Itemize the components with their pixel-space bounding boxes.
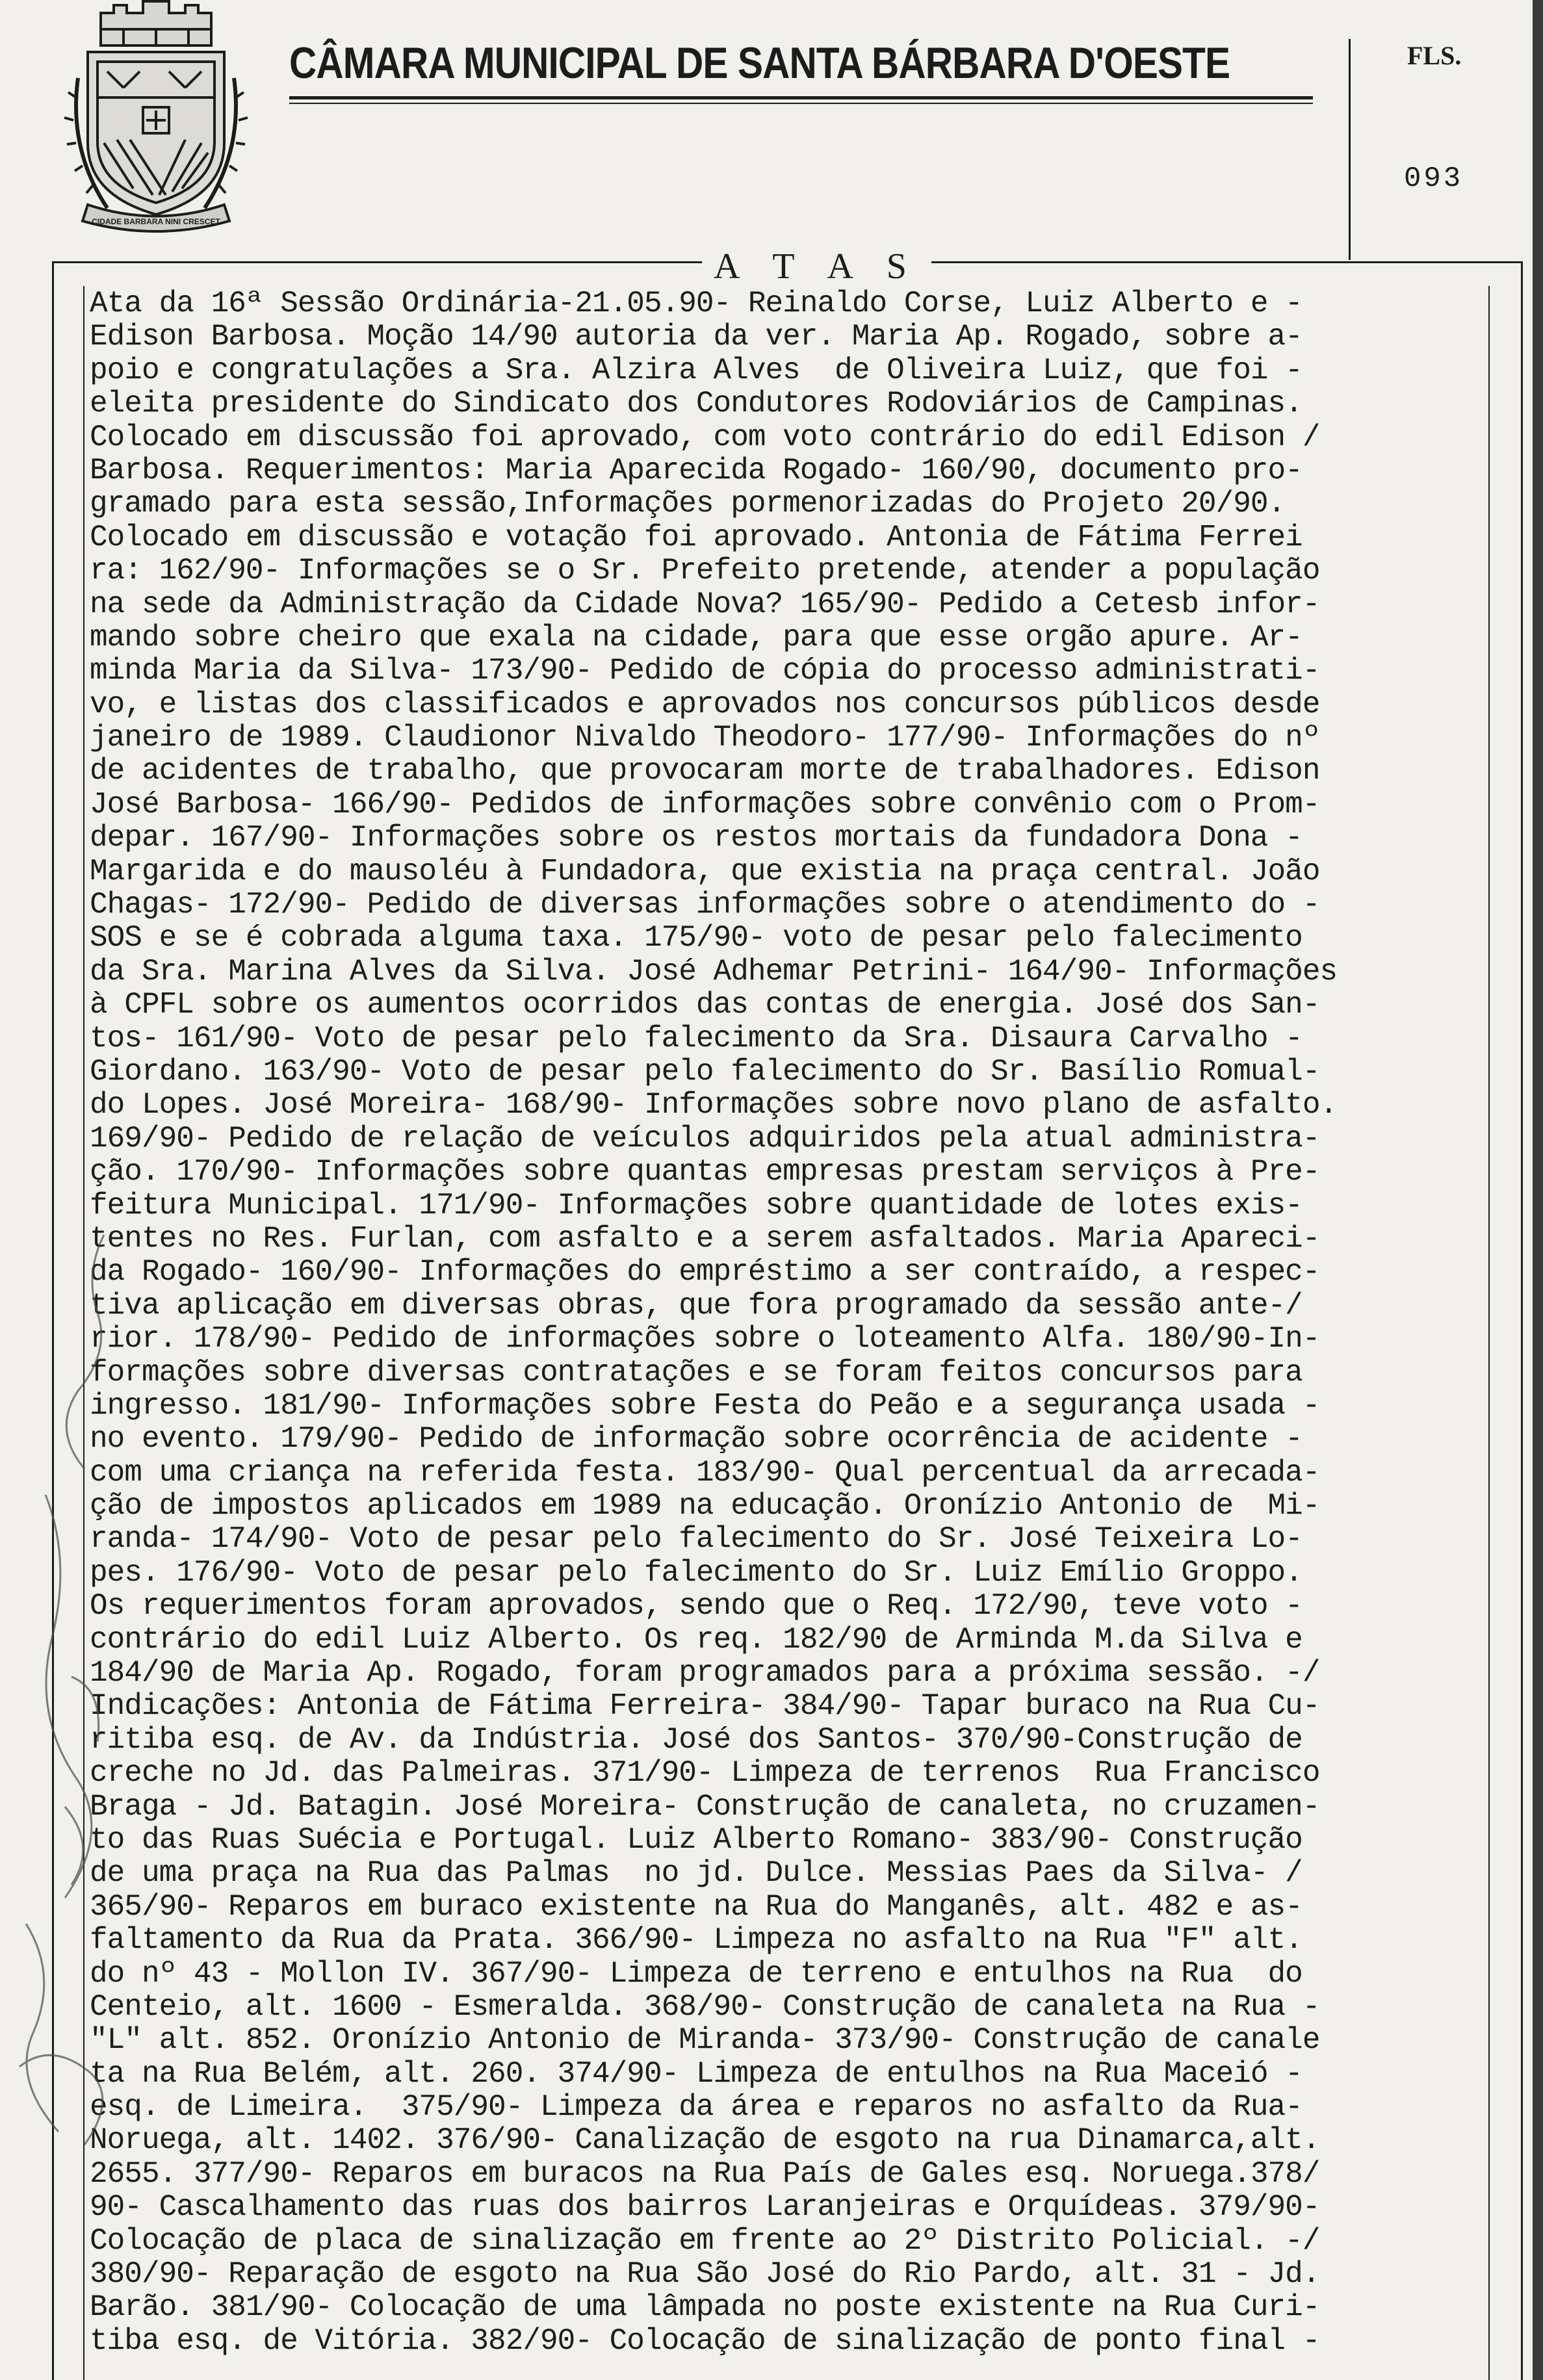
text-line: tiba esq. de Vitória. 382/90- Colocação de sinalização de ponto final -: [90, 2323, 1320, 2358]
text-line: ção. 170/90- Informações sobre quantas empresas prestam serviços à Pre-: [90, 1155, 1320, 1189]
text-line: 380/90- Reparação de esgoto na Rua São José do Rio Pardo, alt. 31 - Jd.: [90, 2257, 1320, 2292]
text-line: Colocado em discussão foi aprovado, com voto contrário do edil Edison /: [90, 420, 1320, 454]
text-line: janeiro de 1989. Claudionor Nivaldo Theodoro- 177/90- Informações do nº: [90, 721, 1320, 755]
text-line: Colocação de placa de sinalização em frente ao 2º Distrito Policial. -/: [90, 2223, 1320, 2258]
text-line: tos- 161/90- Voto de pesar pelo falecimento da Sra. Disaura Carvalho -: [90, 1021, 1303, 1055]
frame-right: [1521, 261, 1523, 2380]
handwritten-signature: [6, 1222, 130, 2164]
text-line: depar. 167/90- Informações sobre os restos mortais da fundadora Dona -: [90, 821, 1303, 855]
text-line: Chagas- 172/90- Pedido de diversas informações sobre o atendimento do -: [90, 888, 1320, 922]
text-line: ra: 162/90- Informações se o Sr. Prefeito pretende, atender a população: [90, 554, 1320, 588]
text-line: no evento. 179/90- Pedido de informação sobre ocorrência de acidente -: [90, 1422, 1303, 1456]
text-line: ta na Rua Belém, alt. 260. 374/90- Limpeza de entulhos na Rua Maceió -: [90, 2056, 1303, 2091]
text-line: vo, e listas dos classificados e aprovados nos concursos públicos desde: [90, 687, 1320, 721]
text-line: 90- Cascalhamento das ruas dos bairros Laranjeiras e Orquídeas. 379/90-: [90, 2190, 1320, 2225]
text-line: do Lopes. José Moreira- 168/90- Informações sobre novo plano de asfalto.: [90, 1088, 1338, 1122]
section-heading: A T A S: [702, 246, 931, 287]
text-line: contrário do edil Luiz Alberto. Os req. 182/90 de Arminda M.da Silva e: [90, 1622, 1303, 1657]
text-line: na sede da Administração da Cidade Nova? 165/90- Pedido a Cetesb infor-: [90, 587, 1320, 621]
text-line: feitura Municipal. 171/90- Informações sobre quantidade de lotes exis-: [90, 1188, 1303, 1222]
text-line: 365/90- Reparos em buraco existente na Rua do Manganês, alt. 482 e as-: [90, 1889, 1303, 1924]
text-line: tiva aplicação em diversas obras, que fora programado da sessão ante-/: [90, 1288, 1303, 1323]
text-line: ritiba esq. de Av. da Indústria. José dos Santos- 370/90-Construção de: [90, 1722, 1303, 1757]
text-line: Colocado em discussão e votação foi aprovado. Antonia de Fátima Ferrei: [90, 520, 1303, 554]
text-line: 2655. 377/90- Reparos em buracos na Rua País de Gales esq. Noruega.378/: [90, 2156, 1320, 2191]
text-line: Edison Barbosa. Moção 14/90 autoria da ver. Maria Ap. Rogado, sobre a-: [90, 320, 1303, 354]
text-line: da Sra. Marina Alves da Silva. José Adhemar Petrini- 164/90- Informações: [90, 954, 1338, 989]
text-line: faltamento da Rua da Prata. 366/90- Limpeza no asfalto na Rua "F" alt.: [90, 1923, 1303, 1958]
text-line: José Barbosa- 166/90- Pedidos de informações sobre convênio com o Prom-: [90, 787, 1320, 821]
text-line: Centeio, alt. 1600 - Esmeralda. 368/90- Construção de canaleta na Rua -: [90, 1989, 1320, 2024]
minutes-text: [90, 287, 1487, 2358]
text-line: ingresso. 181/90- Informações sobre Festa do Peão e a segurança usada -: [90, 1388, 1320, 1423]
text-line: com uma criança na referida festa. 183/90- Qual percentual da arrecada-: [90, 1455, 1320, 1490]
coat-of-arms-seal: [62, 0, 250, 234]
text-line: Os requerimentos foram aprovados, sendo que o Req. 172/90, teve voto -: [90, 1589, 1303, 1623]
header-divider: [1349, 39, 1351, 260]
text-line: tentes no Res. Furlan, com asfalto e a serem asfaltados. Maria Apareci-: [90, 1221, 1320, 1256]
text-line: rior. 178/90- Pedido de informações sobre o loteamento Alfa. 180/90-In-: [90, 1322, 1320, 1356]
text-line: poio e congratulações a Sra. Alzira Alves de Oliveira Luiz, que foi -: [90, 353, 1303, 387]
text-line: do nº 43 - Mollon IV. 367/90- Limpeza de terreno e entulhos na Rua do: [90, 1956, 1303, 1991]
text-line: 169/90- Pedido de relação de veículos adquiridos pela atual administra-: [90, 1121, 1320, 1156]
text-line: "L" alt. 852. Oronízio Antonio de Miranda- 373/90- Construção de canale: [90, 2023, 1320, 2058]
text-line: Barão. 381/90- Colocação de uma lâmpada no poste existente na Rua Curi-: [90, 2290, 1320, 2325]
institution-title: CÂMARA MUNICIPAL DE SANTA BÁRBARA D'OESTE: [289, 38, 1230, 88]
text-line: esq. de Limeira. 375/90- Limpeza da área e reparos no asfalto da Rua-: [90, 2090, 1303, 2125]
text-line: Margarida e do mausoléu à Fundadora, que existia na praça central. João: [90, 854, 1320, 888]
text-line: formações sobre diversas contratações e se foram feitos concursos para: [90, 1355, 1303, 1390]
text-line: 184/90 de Maria Ap. Rogado, foram programados para a próxima sessão. -/: [90, 1656, 1320, 1690]
seal-motto: CIDADE BARBARA NINI CRESCET: [92, 217, 220, 226]
text-line: to das Ruas Suécia e Portugal. Luiz Alberto Romano- 383/90- Construção: [90, 1822, 1303, 1857]
text-line: de acidentes de trabalho, que provocaram morte de trabalhadores. Edison: [90, 754, 1320, 788]
text-line: pes. 176/90- Voto de pesar pelo falecimento do Sr. Luiz Emílio Groppo.: [90, 1555, 1303, 1590]
text-line: Barbosa. Requerimentos: Maria Aparecida Rogado- 160/90, documento pro-: [90, 453, 1303, 487]
text-line: de uma praça na Rua das Palmas no jd. Dulce. Messias Paes da Silva- /: [90, 1856, 1303, 1891]
title-underline: [289, 96, 1313, 99]
text-line: mando sobre cheiro que exala na cidade, para que esse orgão apure. Ar-: [90, 620, 1303, 654]
text-line: randa- 174/90- Voto de pesar pelo falecimento do Sr. José Teixeira Lo-: [90, 1522, 1303, 1557]
text-line: Giordano. 163/90- Voto de pesar pelo falecimento do Sr. Basílio Romual-: [90, 1054, 1320, 1089]
text-line: ção de impostos aplicados em 1989 na educação. Oronízio Antonio de Mi-: [90, 1489, 1320, 1523]
text-line: da Rogado- 160/90- Informações do empréstimo a ser contraído, a respec-: [90, 1255, 1320, 1289]
text-line: gramado para esta sessão,Informações pormenorizadas do Projeto 20/90.: [90, 487, 1286, 521]
text-line: Noruega, alt. 1402. 376/90- Canalização de esgoto na rua Dinamarca,alt.: [90, 2123, 1320, 2158]
text-line: Indicações: Antonia de Fátima Ferreira- 384/90- Tapar buraco na Rua Cu-: [90, 1689, 1320, 1724]
fls-label: FLS.: [1407, 41, 1462, 70]
title-underline-thin: [289, 103, 1313, 104]
text-line: minda Maria da Silva- 173/90- Pedido de cópia do processo administrati-: [90, 654, 1320, 688]
text-line: Braga - Jd. Batagin. José Moreira- Construção de canaleta, no cruzamen-: [90, 1789, 1320, 1824]
text-line: creche no Jd. das Palmeiras. 371/90- Limpeza de terrenos Rua Francisco: [90, 1756, 1320, 1791]
text-line: SOS e se é cobrada alguma taxa. 175/90- voto de pesar pelo falecimento: [90, 921, 1303, 955]
text-margin-right: [1488, 286, 1490, 2380]
text-line: eleita presidente do Sindicato dos Condutores Rodoviários de Campinas.: [90, 387, 1303, 421]
page-edge: [1533, 0, 1543, 2380]
folio-number: 093: [1404, 162, 1464, 195]
text-line: à CPFL sobre os aumentos ocorridos das contas de energia. José dos San-: [90, 988, 1320, 1022]
text-line: Ata da 16ª Sessão Ordinária-21.05.90- Reinaldo Corse, Luiz Alberto e -: [90, 287, 1303, 320]
